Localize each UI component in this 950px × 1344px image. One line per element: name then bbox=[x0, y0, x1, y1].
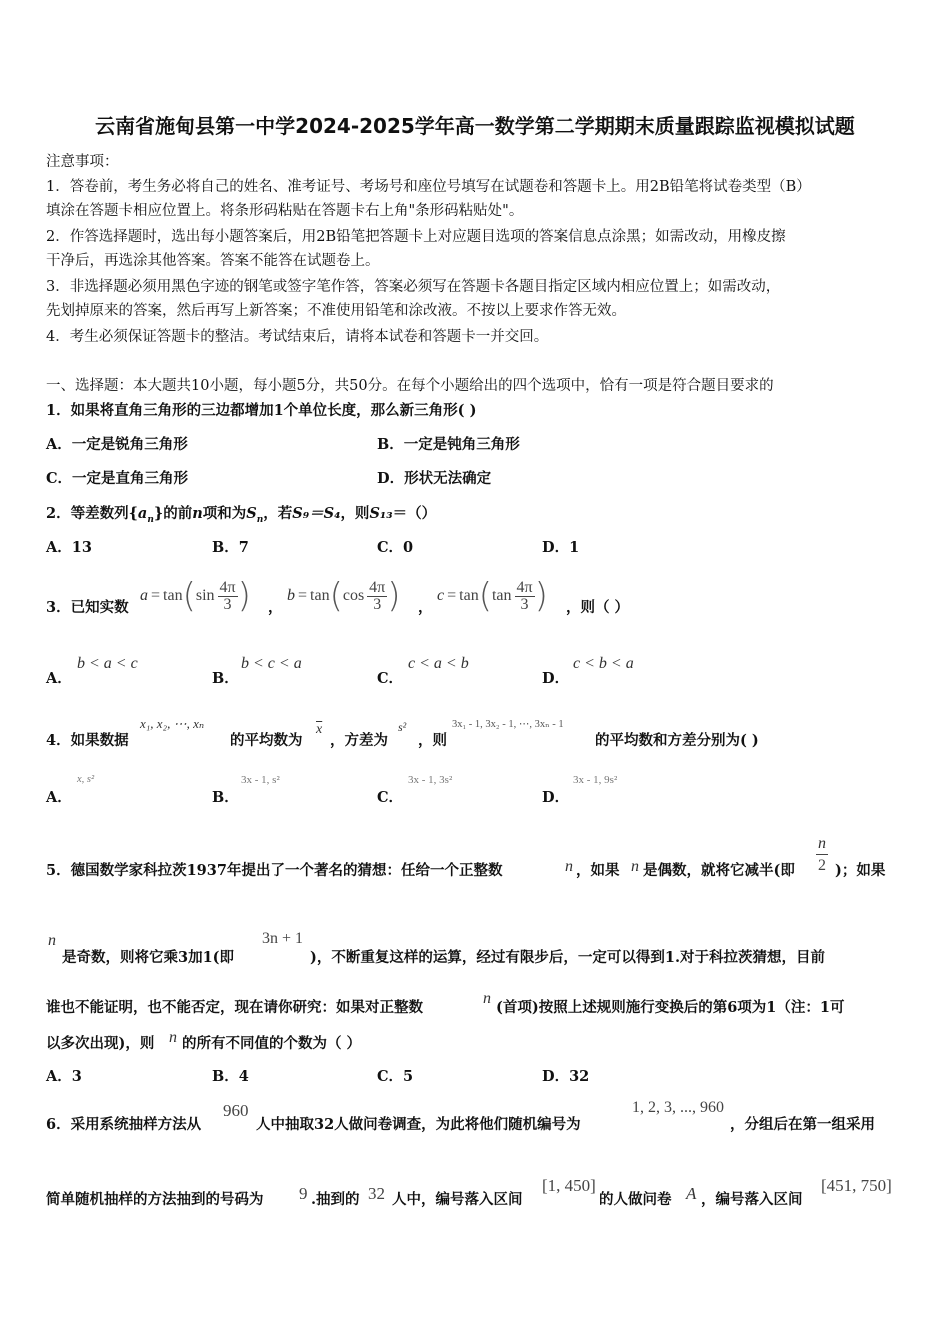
q3-b-frac: $\frac{4\pi}{3}$ bbox=[369, 578, 386, 613]
q4-text-3: ，方差为 bbox=[330, 732, 388, 749]
q2-sub-n: n bbox=[147, 514, 154, 525]
q5-half-frac: $\frac{n}{2}$ bbox=[818, 835, 826, 874]
q5-n-3: n bbox=[48, 932, 56, 949]
q6-line1-mid: 人中抽取32人做问卷调查，为此将他们随机编号为 bbox=[256, 1116, 581, 1133]
q6-line2-mid2: 人中，编号落入区间 bbox=[392, 1191, 523, 1208]
q1-option-b: B．一定是钝角三角形 bbox=[377, 436, 520, 453]
q3-option-b: b < c < a bbox=[241, 655, 302, 672]
q6-A: A bbox=[686, 1184, 697, 1203]
q6-seq: 1, 2, 3, ..., 960 bbox=[632, 1099, 724, 1116]
q5-line1-end: )；如果 bbox=[835, 862, 886, 879]
q1-stem: 1．如果将直角三角形的三边都增加1个单位长度，那么新三角形( ) bbox=[46, 402, 477, 419]
q5-option-c: C．5 bbox=[377, 1068, 414, 1085]
q3-comma-1: ， bbox=[268, 599, 283, 616]
q3-comma-2: ， bbox=[418, 599, 433, 616]
notice-line-7: 4．考生必须保证答题卡的整洁。考试结束后，请将本试卷和答题卡一并交回。 bbox=[46, 329, 549, 345]
q2-n: n bbox=[192, 505, 203, 522]
notice-line-3: 2．作答选择题时，选出每小题答案后，用2B铅笔把答题卡上对应题目选项的答案信息点涂黑；如需改动，用橡皮擦 bbox=[46, 229, 786, 245]
q3-option-c: c < a < b bbox=[408, 655, 469, 672]
q2-text-4: ，若 bbox=[263, 505, 293, 522]
q2-option-d: D．1 bbox=[542, 539, 580, 556]
q3-c-tan: tan bbox=[459, 587, 479, 604]
q6-line1-end: ，分组后在第一组采用 bbox=[730, 1116, 875, 1133]
q4-option-b: 3x - 1, s² bbox=[241, 774, 280, 786]
q1-option-c: C．一定是直角三角形 bbox=[46, 470, 189, 487]
q6-line2-mid4: ，编号落入区间 bbox=[701, 1191, 803, 1208]
q5-line3-text: 谁也不能证明，也不能否定，现在请你研究：如果对正整数 bbox=[46, 999, 423, 1016]
q5-option-d: D．32 bbox=[542, 1068, 590, 1085]
q5-line4-end: 的所有不同值的个数为（ ） bbox=[182, 1035, 362, 1052]
q3-c-tan-inner: tan bbox=[491, 587, 512, 604]
q3-option-a: b < a < c bbox=[77, 655, 138, 672]
q3-option-c-label: C． bbox=[377, 670, 404, 687]
q5-line1-mid: ，如果 bbox=[576, 862, 620, 879]
q2-text-2: }的前 bbox=[153, 505, 193, 522]
q4-text-2: 的平均数为 bbox=[230, 732, 303, 749]
q3-a-var: a bbox=[140, 587, 148, 604]
q5-line2-end: )，不断重复这样的运算，经过有限步后，一定可以得到1.对于科拉茨猜想，目前 bbox=[310, 949, 825, 966]
q5-option-a: A．3 bbox=[46, 1068, 82, 1085]
q6-line2-text: 简单随机抽样的方法抽到的号码为 bbox=[46, 1191, 264, 1208]
q4-xbar: $\overline{x}$ bbox=[316, 722, 323, 737]
q5-line4-text: 以多次出现)，则 bbox=[46, 1035, 155, 1052]
q1-option-a: A．一定是锐角三角形 bbox=[46, 436, 188, 453]
exam-title: 云南省施甸县第一中学2024-2025学年高一数学第二学期期末质量跟踪监视模拟试题 bbox=[95, 114, 855, 138]
notice-line-1: 1．答卷前，考生务必将自己的姓名、准考证号、考场号和座位号填写在试题卷和答题卡上。用2B铅笔将试卷类型（B） bbox=[46, 179, 811, 195]
q3-a-frac: $\frac{4\pi}{3}$ bbox=[219, 578, 236, 613]
q3-b-cos: cos bbox=[342, 587, 365, 604]
q5-n-5: n bbox=[169, 1029, 177, 1046]
q3-option-d-label: D． bbox=[542, 670, 570, 687]
q6-interval-2: [451, 750] bbox=[821, 1176, 892, 1195]
q5-option-b: B．4 bbox=[212, 1068, 249, 1085]
notice-line-4: 干净后，再选涂其他答案。答案不能答在试题卷上。 bbox=[46, 253, 380, 269]
q3-expr-a: a = tan ( sin $\frac{4\pi}{3}$ ) bbox=[140, 576, 251, 616]
q2-s: S bbox=[246, 505, 257, 522]
q6-line2-mid: .抽到的 bbox=[311, 1191, 360, 1208]
q4-data2: 3x₁ - 1, 3x₂ - 1, ⋯, 3xₙ - 1 bbox=[452, 719, 564, 730]
q2-text-5: ，则 bbox=[340, 505, 370, 522]
q2-option-c: C．0 bbox=[377, 539, 414, 556]
q4-option-d-label: D． bbox=[542, 789, 570, 806]
notice-heading: 注意事项： bbox=[46, 154, 119, 170]
q5-line1-mid2: 是偶数，就将它减半(即 bbox=[643, 862, 795, 879]
q3-option-b-label: B． bbox=[212, 670, 239, 687]
notice-line-6: 先划掉原来的答案，然后再写上新答案；不准使用铅笔和涂改液。不按以上要求作答无效。 bbox=[46, 303, 626, 319]
q4-option-d: 3x - 1, 9s² bbox=[573, 774, 618, 786]
q3-c-eq: = bbox=[447, 587, 457, 604]
q2-text-6: ＝（） bbox=[392, 505, 437, 522]
q3-c-var: c bbox=[437, 587, 445, 604]
q5-expr: 3n + 1 bbox=[262, 930, 304, 947]
q5-n-4: n bbox=[483, 990, 491, 1007]
notice-line-2: 填涂在答题卡相应位置上。将条形码粘贴在答题卡右上角"条形码粘贴处"。 bbox=[46, 203, 524, 219]
q3-b-var: b bbox=[287, 587, 295, 604]
q2-text-3: 项和为 bbox=[202, 505, 247, 522]
q2-text-1: 2．等差数列{ bbox=[46, 505, 138, 522]
q2-option-b: B．7 bbox=[212, 539, 249, 556]
q3-a-eq: = bbox=[151, 587, 161, 604]
q6-interval-1: [1, 450] bbox=[542, 1176, 596, 1195]
notice-line-5: 3．非选择题必须用黑色字迹的钢笔或签字笔作答，答案必须写在答题卡各题目指定区域内相应位置上；如需改动， bbox=[46, 279, 781, 295]
q1-option-d: D．形状无法确定 bbox=[377, 470, 492, 487]
q3-b-eq: = bbox=[298, 587, 308, 604]
q6-960: 960 bbox=[223, 1101, 249, 1120]
q5-line2-mid: 是奇数，则将它乘3加1(即 bbox=[62, 949, 235, 966]
q4-data: x₁, x₂, ⋯, xₙ bbox=[140, 716, 205, 731]
q6-nine: 9 bbox=[299, 1184, 308, 1203]
section-heading: 一、选择题：本大题共10小题，每小题5分，共50分。在每个小题给出的四个选项中，恰有一项是符合题目要求的 bbox=[46, 378, 774, 394]
q4-text-1: 4．如果数据 bbox=[46, 732, 129, 749]
q3-c-frac: $\frac{4\pi}{3}$ bbox=[516, 578, 533, 613]
q4-option-b-label: B． bbox=[212, 789, 239, 806]
q4-option-a-label: A． bbox=[46, 789, 72, 806]
q6-32: 32 bbox=[368, 1184, 385, 1203]
q4-text-5: 的平均数和方差分别为( ) bbox=[595, 732, 759, 749]
q4-option-c: 3x - 1, 3s² bbox=[408, 774, 453, 786]
q4-option-c-label: C． bbox=[377, 789, 404, 806]
q3-a-sin: sin bbox=[195, 587, 215, 604]
q5-line1-text: 5．德国数学家科拉茨1937年提出了一个著名的猜想：任给一个正整数 bbox=[46, 862, 503, 879]
q2-a: a bbox=[137, 505, 148, 522]
q4-s2: s² bbox=[398, 720, 407, 734]
q3-option-a-label: A． bbox=[46, 670, 72, 687]
q3-option-d: c < b < a bbox=[573, 655, 634, 672]
q5-n-1: n bbox=[565, 858, 573, 875]
q6-line2-mid3: 的人做问卷 bbox=[599, 1191, 672, 1208]
q4-option-a: x, s² bbox=[77, 774, 95, 785]
q2-condition: S₉＝S₄ bbox=[292, 505, 341, 522]
q3-end: ，则（ ） bbox=[566, 599, 630, 616]
q2-stem: 2．等差数列$\{a_n\}$的前n项和为$S_n$，若S₉＝S₄，则S₁₃＝（） bbox=[46, 505, 437, 525]
q5-line3-end: (首项)按照上述规则施行变换后的第6项为1（注：1可 bbox=[496, 999, 845, 1016]
q3-expr-c: c = tan ( tan $\frac{4\pi}{3}$ ) bbox=[437, 576, 548, 616]
q6-line1-text: 6．采用系统抽样方法从 bbox=[46, 1116, 202, 1133]
q3-num: 3．已知实数 bbox=[46, 599, 129, 616]
q4-text-4: ，则 bbox=[418, 732, 447, 749]
q2-option-a: A．13 bbox=[46, 539, 92, 556]
q5-n-2: n bbox=[631, 858, 639, 875]
q3-a-tan: tan bbox=[163, 587, 183, 604]
q3-expr-b: b = tan ( cos $\frac{4\pi}{3}$ ) bbox=[287, 576, 401, 616]
q3-b-tan: tan bbox=[310, 587, 330, 604]
q2-s13: S₁₃ bbox=[369, 505, 393, 522]
